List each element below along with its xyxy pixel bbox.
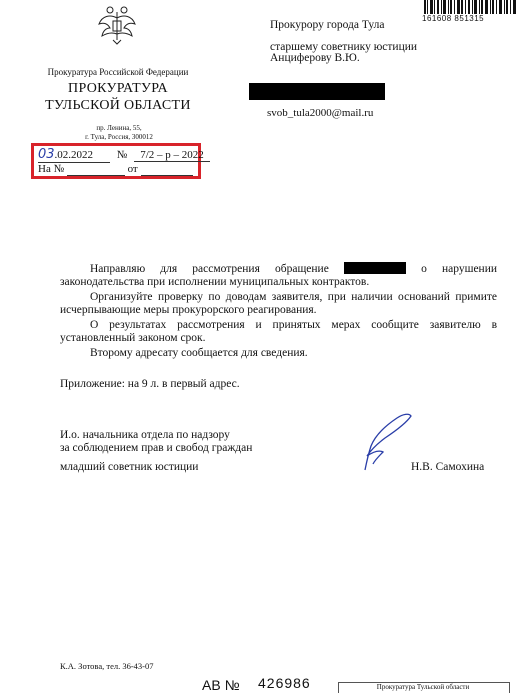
handwritten-day: 03 — [38, 147, 55, 162]
org-name-title — [40, 80, 196, 114]
registration-date-rest: .02.2022 — [54, 149, 94, 161]
body-paragraph-3: О результатах рассмотрения и принятых мерах сообщите заявителю в установленный законом срок. — [60, 319, 497, 344]
ref-from-label: от — [127, 163, 138, 175]
addressee-title: Прокурору города Тула — [270, 19, 385, 31]
addressee-rank-name — [270, 42, 417, 64]
signatory-name: Н.В. Самохина — [411, 461, 485, 473]
ref-number-blank — [67, 163, 125, 176]
position-line-2: за соблюдением прав и свобод граждан — [60, 441, 253, 454]
addressee-rank: старшему советнику юстиции — [270, 41, 418, 53]
position-line-1: И.о. начальника отдела по надзору — [60, 429, 230, 441]
org-address — [78, 124, 160, 142]
body-paragraph-4: Второму адресату сообщается для сведения. — [90, 347, 308, 359]
registration-number: 7/2 – р – 2022 — [134, 149, 210, 162]
body-p1-start: Направляю для рассмотрения обращение — [90, 263, 329, 275]
redacted-addressee-name — [249, 83, 385, 100]
attachment-note: Приложение: на 9 л. в первый адрес. — [60, 378, 240, 390]
serial-number: 426986 — [258, 675, 311, 691]
org-title-line-2: ТУЛЬСКОЙ ОБЛАСТИ — [45, 98, 191, 113]
footer-form-text: Прокуратура Тульской области — [376, 683, 470, 691]
registration-date — [38, 147, 110, 163]
addressee-email: svob_tula2000@mail.ru — [267, 107, 374, 119]
signatory-position — [60, 429, 252, 454]
ref-date-blank — [141, 163, 193, 176]
redacted-applicant — [344, 262, 406, 274]
body-paragraph-2: Организуйте проверку по доводам заявителя, при наличии оснований примите исчерпывающие меры прокурорского реагирования. — [60, 291, 497, 316]
org-title-line-1: ПРОКУРАТУРА — [68, 81, 168, 96]
registration-date-number-line — [38, 147, 210, 163]
executor-contact: К.А. Зотова, тел. 36-43-07 — [60, 661, 154, 671]
addressee-name: Анциферову В.Ю. — [270, 52, 360, 64]
body-p1-end: о нарушении законодательства при исполнении муниципальных контрактов. — [60, 263, 498, 288]
letter-body — [60, 262, 497, 360]
coat-of-arms-emblem — [96, 4, 138, 46]
org-name-small: Прокуратура Российской Федерации — [47, 67, 189, 77]
number-label: № — [116, 149, 128, 161]
signatory-rank: младший советник юстиции — [60, 461, 199, 473]
ref-number-label: На № — [38, 163, 65, 175]
registration-ref-line — [38, 163, 193, 176]
handwritten-signature — [345, 412, 415, 474]
address-line-1: пр. Ленина, 55, — [96, 124, 142, 132]
barcode-number: 161608 851315 — [422, 14, 485, 23]
address-line-2: г. Тула, Россия, 300012 — [85, 133, 153, 141]
serial-label: АВ № — [202, 677, 240, 693]
body-paragraph-1 — [60, 262, 497, 288]
